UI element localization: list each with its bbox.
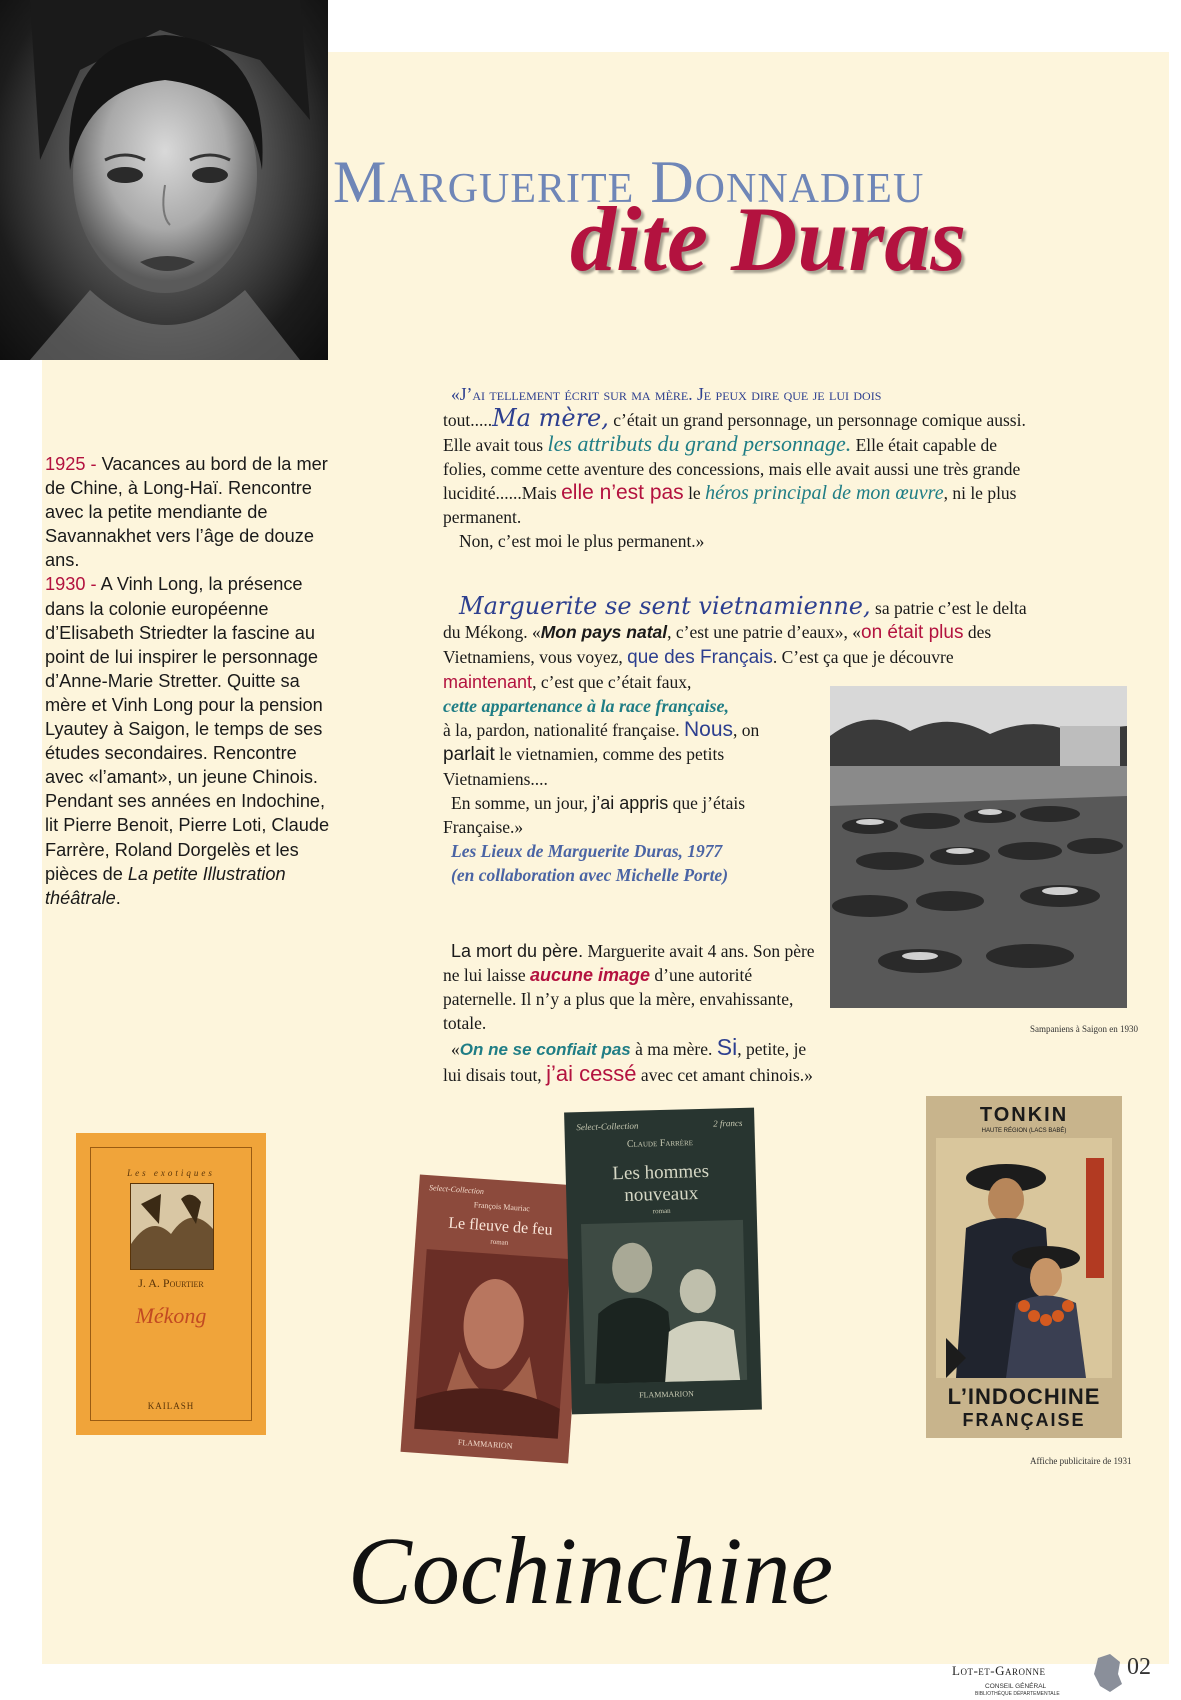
quote1-heros: héros principal de mon œuvre	[705, 482, 944, 504]
biography-column	[45, 452, 330, 910]
title-subtitle: dite Duras	[570, 188, 967, 290]
mekong-series: Les exotiques	[127, 1168, 215, 1178]
fleuve-title: Le fleuve de feu	[447, 1214, 554, 1239]
page-number: 02	[1127, 1654, 1151, 1680]
region-title: Cochinchine	[347, 1517, 834, 1624]
book-mekong	[76, 1133, 266, 1435]
quote3-aucune: aucune image	[530, 965, 651, 985]
quote1-p2: Elle était capable de folies, comme cette aventure des concessions, mais elle avait aussi une très grande lucidité......Mais	[443, 435, 1021, 503]
quote3-open: «	[451, 1039, 460, 1059]
quote3-mort: La mort du père.	[451, 941, 584, 961]
poster-indochine	[926, 1096, 1122, 1438]
quote3-si: Si	[716, 1034, 738, 1060]
quote1-p1: c’était un grand personnage, un personnage comique aussi. Elle avait tous	[443, 410, 1026, 455]
title-name: Marguerite Donnadieu	[333, 149, 925, 215]
hommes-title2: nouveaux	[624, 1183, 699, 1206]
poster-sub: HAUTE RÉGION (LACS BABÉ)	[981, 1128, 1067, 1134]
quote3-confiait: On ne se confiait pas	[459, 1040, 631, 1059]
quote2-p4: . C’est ça que je découvre	[772, 647, 954, 667]
year-1925: 1925 -	[45, 454, 97, 474]
quote2-p8: le vietnamien, comme des petits Vietnamiens....	[443, 744, 725, 789]
quote2-natal: Mon pays natal	[540, 622, 668, 642]
footer-org: Lot-et-Garonne	[952, 1663, 1046, 1678]
fleuve-publisher: FLAMMARION	[457, 1437, 513, 1451]
quote3-cesse: j’ai cessé	[546, 1061, 637, 1086]
bio-italic-title: La petite Illustration théâtrale	[45, 863, 286, 908]
saigon-photo	[830, 686, 1127, 1008]
quote3-p3: à ma mère.	[630, 1039, 717, 1059]
quote2-p1: sa patrie c’est le delta du Mékong. «	[443, 598, 1027, 642]
hommes-genre: roman	[652, 1206, 671, 1216]
quote1-intro: «J’ai tellement écrit sur ma mère. Je peux dire que je lui dois	[451, 384, 882, 404]
quote2-appris: j’ai appris	[592, 793, 669, 813]
bio-1925-text: Vacances au bord de la mer de Chine, à Long-Haï. Rencontre avec la petite mendiante de Savannakhet vers l’âge de douze ans.	[45, 454, 328, 571]
quote-mother	[443, 382, 1043, 553]
quote3-p4: , petite, je lui disais tout,	[443, 1039, 807, 1085]
caption-saigon: Sampaniens à Saigon en 1930	[1030, 1024, 1138, 1034]
quote2-p9: En somme, un jour,	[451, 793, 593, 813]
year-1930: 1930 -	[45, 574, 97, 595]
quote2-plus: on était plus	[861, 622, 964, 643]
fleuve-illustration	[414, 1249, 570, 1439]
fleuve-genre: roman	[490, 1237, 509, 1247]
quote2-nous: Nous	[684, 718, 734, 741]
quote3-p2: d’une autorité paternelle. Il n’y a plus que la mère, envahissante, totale.	[443, 965, 794, 1033]
poster-top: TONKIN	[979, 1104, 1069, 1126]
caption-affiche: Affiche publicitaire de 1931	[1030, 1456, 1132, 1466]
quote1-last: Non, c’est moi le plus permanent.»	[459, 531, 705, 551]
quote1-p4: , ni le plus permanent.	[443, 483, 1017, 527]
quote2-script: Marguerite se sent vietnamienne,	[459, 592, 871, 620]
footer-sub1: CONSEIL GÉNÉRAL	[985, 1683, 1047, 1690]
portrait-photo	[0, 0, 328, 360]
quote1-tout: tout.....	[443, 410, 493, 430]
hommes-author: Claude Farrère	[626, 1137, 694, 1150]
quote1-attributs: les attributs du grand personnage.	[547, 431, 852, 456]
poster-bottom1: L’INDOCHINE	[947, 1384, 1101, 1409]
poster-illustration	[936, 1138, 1112, 1378]
quote2-p5: , c’est que c’était faux,	[532, 672, 692, 692]
quote1-ma-mere: Ma mère,	[492, 404, 609, 432]
quote1-p3: le	[683, 483, 706, 503]
quote2-cite1: Les Lieux de Marguerite Duras, 1977	[451, 841, 723, 861]
quote3-p5: avec cet amant chinois.»	[636, 1065, 813, 1085]
fleuve-author: François Mauriac	[473, 1200, 531, 1214]
quote1-pas: elle n’est pas	[561, 481, 684, 504]
hommes-price: 2 francs	[713, 1117, 743, 1129]
quote3-p1: Marguerite avait 4 ans. Son père ne lui laisse	[443, 941, 815, 985]
mekong-title: Mékong	[135, 1303, 207, 1328]
bio-end: .	[115, 887, 121, 908]
mekong-engraving	[130, 1183, 214, 1270]
quote2-cite2: (en collaboration avec Michelle Porte)	[451, 865, 729, 885]
fleuve-series: Select-Collection	[428, 1183, 485, 1196]
mekong-publisher: KAILASH	[147, 1401, 195, 1411]
bio-1930-text: A Vinh Long, la présence dans la colonie européenne d’Elisabeth Striedter la fascine au point de lui inspirer le personnage d’Anne-Marie Stretter. Quitte sa mère et Vinh Long pour la pension Lyautey à Saigon, le temps de ses études secondaires. Rencontre avec «l’amant», un jeune Chinois. Pendant ses années en Indochine, lit Pierre Benoit, Pierre Loti, Claude Farrère, Roland Dorgelès et les pièces de	[45, 574, 330, 884]
hommes-title1: Les hommes	[612, 1160, 710, 1185]
quote2-appartenance: cette appartenance à la race française,	[443, 696, 729, 716]
quote2-p6: à la, pardon, nationalité française.	[443, 720, 685, 740]
mekong-author: J. A. Pourtier	[138, 1276, 204, 1290]
quote2-p3: des Vietnamiens, vous voyez,	[443, 622, 992, 667]
footer-sub2: BIBLIOTHÈQUE DÉPARTEMENTALE	[975, 1691, 1060, 1697]
quote2-parlait: parlait	[443, 744, 495, 765]
hommes-series: Select-Collection	[576, 1120, 639, 1133]
quote2-p7: , on	[733, 720, 760, 740]
book-fleuve	[401, 1174, 588, 1463]
hommes-illustration	[581, 1220, 747, 1384]
hommes-publisher: FLAMMARION	[639, 1389, 694, 1400]
quote-father	[443, 939, 823, 1087]
quote2-p2: , c’est une patrie d’eaux», «	[667, 622, 862, 642]
quote2-maintenant: maintenant	[443, 672, 533, 692]
quote2-p10: que j’étais Française.»	[443, 793, 746, 837]
department-map-icon	[1092, 1654, 1124, 1694]
quote2-francais: que des Français	[627, 647, 773, 668]
book-hommes	[564, 1108, 762, 1415]
poster-bottom2: FRANÇAISE	[962, 1410, 1086, 1430]
